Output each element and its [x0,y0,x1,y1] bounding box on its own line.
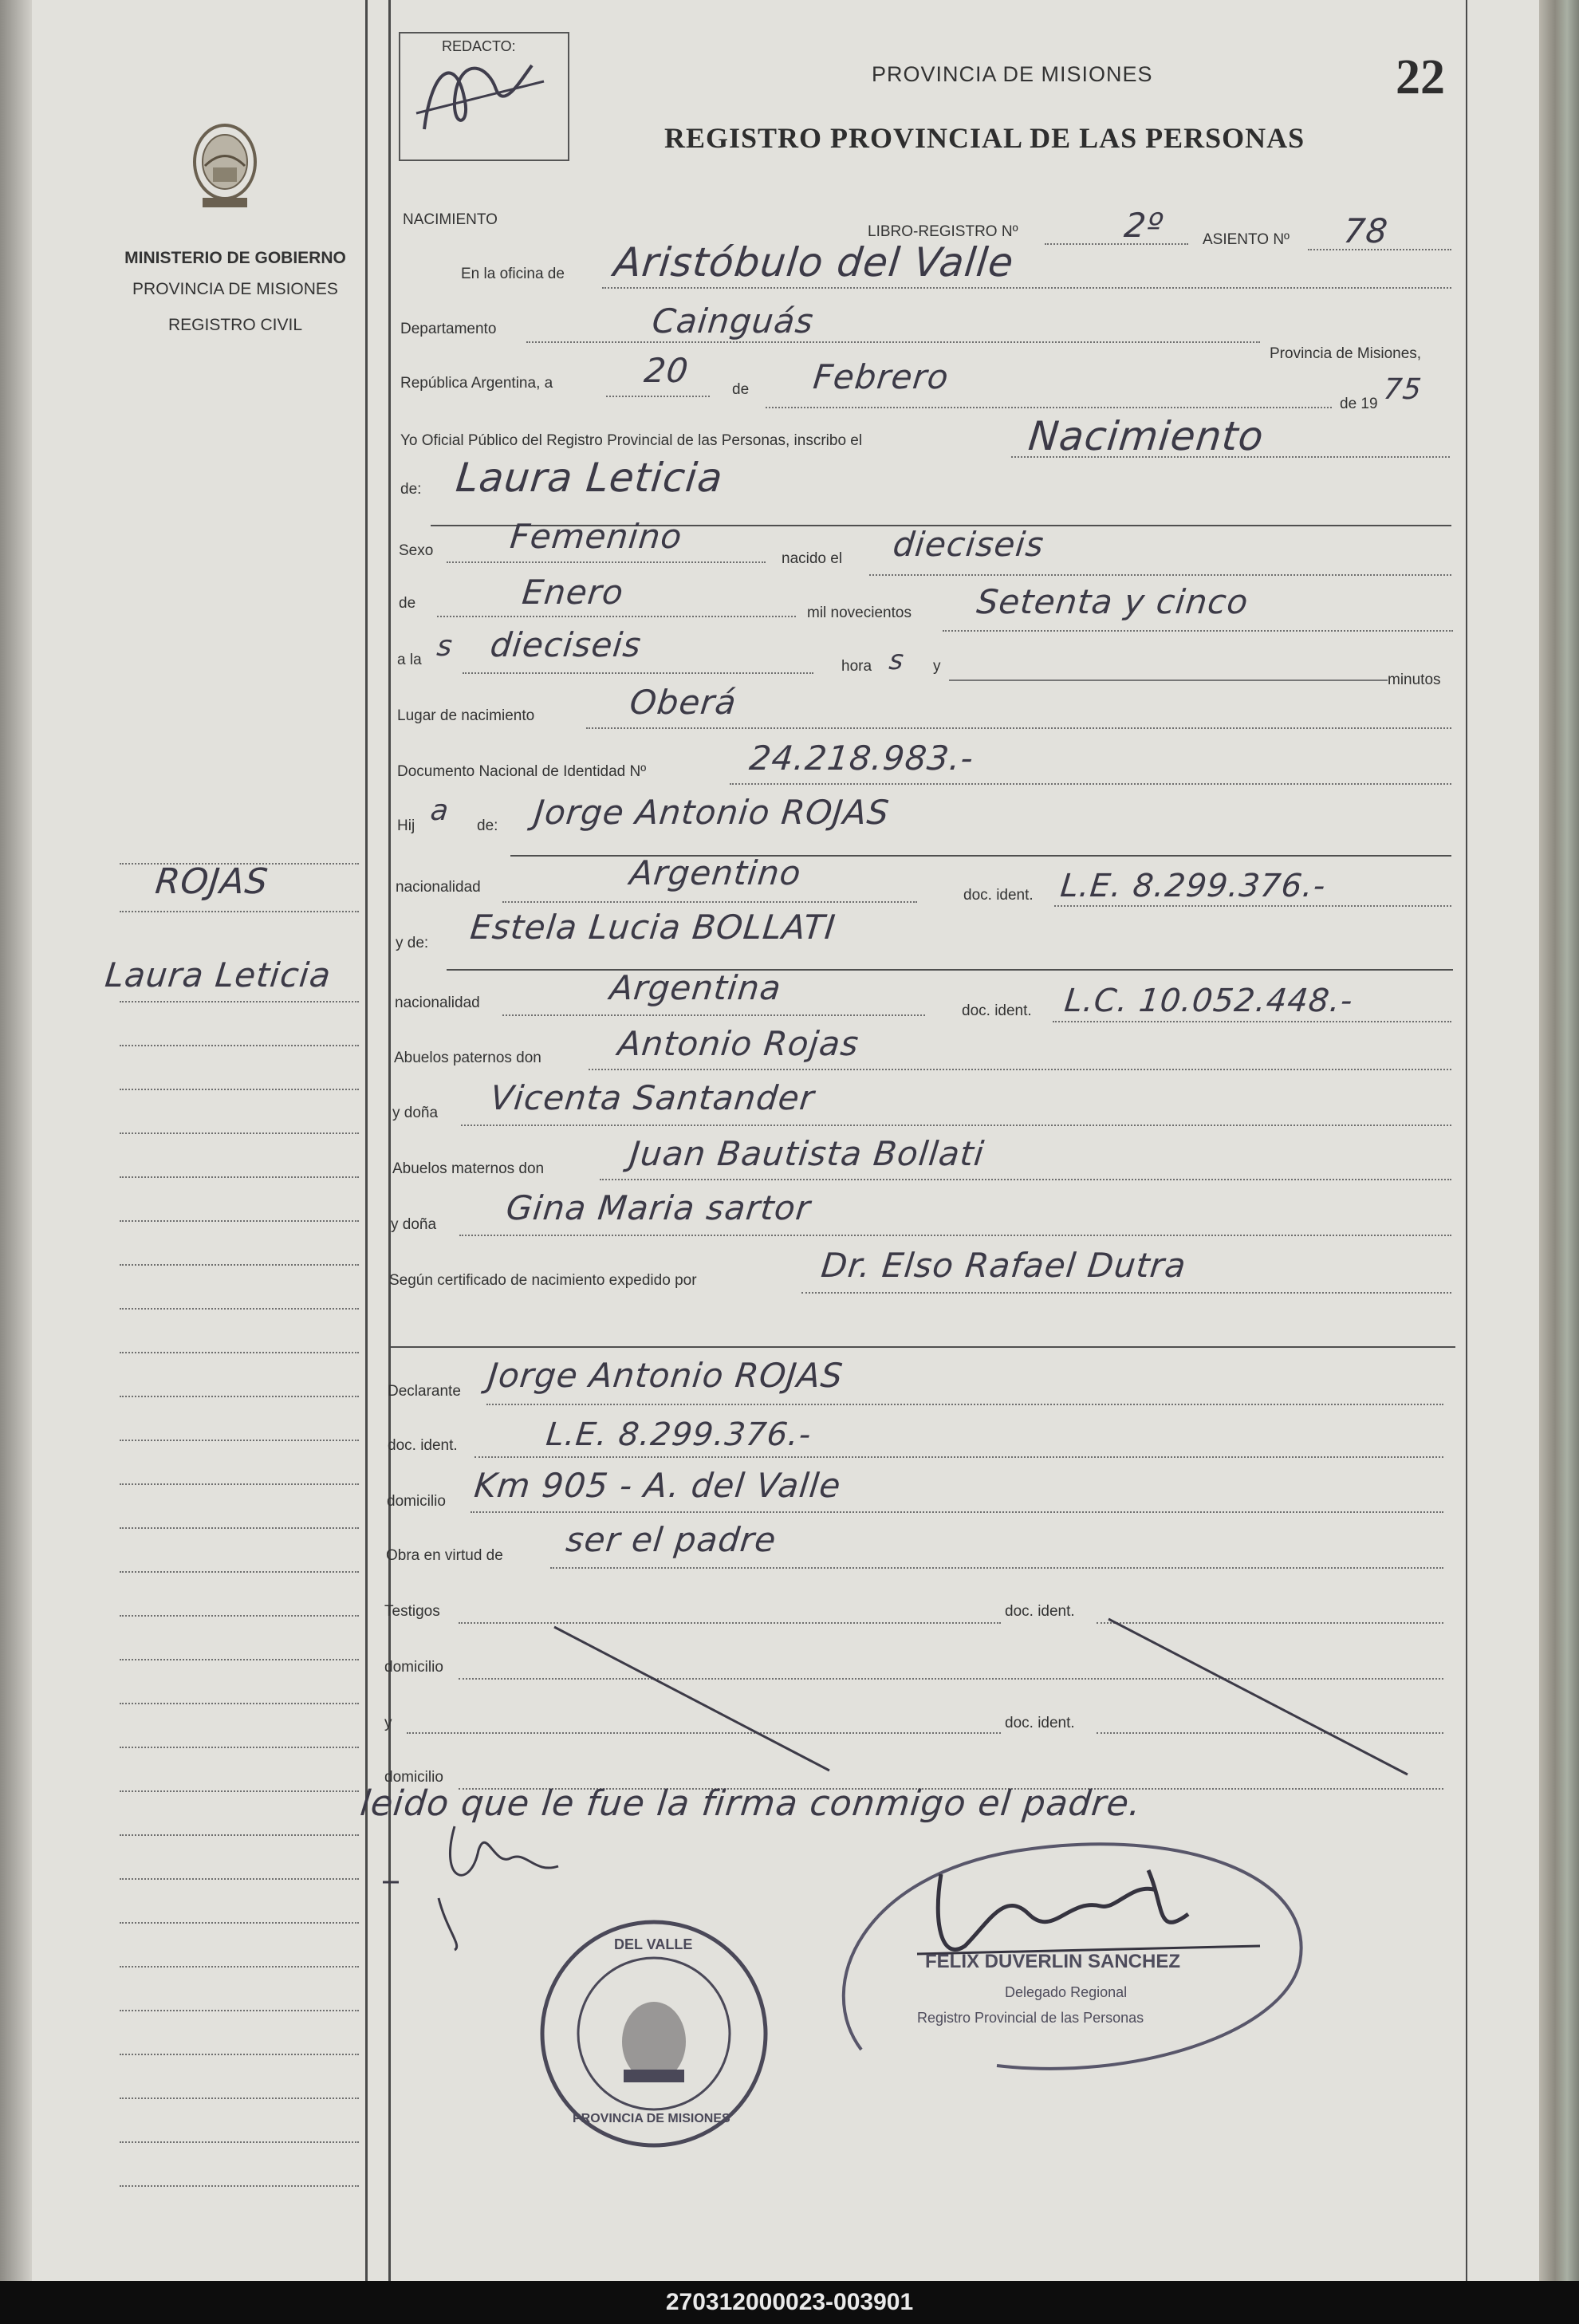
page-number: 22 [1396,50,1445,104]
certificado-dots [801,1292,1451,1294]
lugar-value: Oberá [628,683,739,722]
libro-value: 2º [1122,206,1166,245]
margin-line-26 [120,2010,359,2011]
de-label: de [732,381,750,398]
hora-dots [463,672,813,674]
form-right-border [1466,0,1467,2281]
la-suffix: s [435,630,455,663]
departamento-value: Cainguás [650,301,816,341]
oficina-label: En la oficina de [461,266,565,282]
madre-rule [447,969,1453,971]
abuelos-paternos-label: Abuelos paternos don [394,1050,541,1066]
abuela-pat-value: Vicenta Santander [488,1078,817,1117]
doc-ident-declarante-label: doc. ident. [388,1437,458,1454]
declarante-doc-dots [474,1456,1443,1458]
asiento-value: 78 [1341,211,1391,250]
y-de-label: y de: [396,935,429,951]
book-spine [0,0,32,2281]
nacido-dia-value: dieciseis [891,525,1046,564]
nacido-anio-dots [943,630,1453,632]
margin-line-8 [120,1220,359,1222]
margin-line-22 [120,1834,359,1836]
madre-nac-value: Argentina [608,968,784,1007]
margin-line-17 [120,1615,359,1617]
section-separator [391,1346,1455,1348]
abuela-mat-dots [459,1235,1451,1236]
yo-oficial-label: Yo Oficial Público del Registro Provincial de las Personas, inscribo el [400,432,863,449]
departamento-label: Departamento [400,321,497,337]
declarante-value: Jorge Antonio ROJAS [486,1356,845,1395]
coat-of-arms-icon [185,118,265,214]
padre-value: Jorge Antonio ROJAS [532,793,892,832]
padre-doc-dots [1054,905,1451,907]
hij-suffix: a [428,794,451,827]
sexo-value: Femenino [508,517,684,556]
official-office: Registro Provincial de las Personas [917,2010,1144,2026]
official-title: Delegado Regional [1005,1984,1128,2000]
abuelo-mat-value: Juan Bautista Bollati [628,1134,986,1173]
margin-line-3 [120,1001,359,1002]
y-testigo-label: y [384,1715,392,1731]
abuela-pat-dots [461,1125,1451,1126]
madre-doc-dots [1053,1021,1451,1022]
nacido-dots [869,574,1451,576]
dni-dots [730,783,1451,785]
nacido-mes-value: Enero [520,573,626,612]
declarante-doc-value: L.E. 8.299.376.- [544,1416,813,1453]
mil-label: mil novecientos [807,605,912,621]
republica-label: República Argentina, a [400,375,553,392]
province-heading: PROVINCIA DE MISIONES [872,62,1153,86]
margin-line-9 [120,1264,359,1266]
libro-label: LIBRO-REGISTRO Nº [868,223,1018,240]
hora-label: hora [841,658,872,675]
registry-title: REGISTRO PROVINCIAL DE LAS PERSONAS [664,122,1305,154]
margin-nombre: Laura Leticia [103,955,333,995]
margin-line-13 [120,1440,359,1441]
hora-suffix: s [887,644,906,676]
mes-value: Febrero [811,357,951,396]
margin-line-29 [120,2141,359,2143]
acto-value: Nacimiento [1026,413,1266,459]
margin-line-27 [120,2054,359,2055]
lugar-label: Lugar de nacimiento [397,707,535,724]
y-dona-pat-label: y doña [392,1105,439,1121]
margin-line-7 [120,1176,359,1178]
margin-line-28 [120,2098,359,2099]
abuelo-mat-dots [600,1179,1451,1180]
madre-value: Estela Lucia BOLLATI [468,908,838,947]
margin-line-24 [120,1922,359,1924]
a-la-label: a la [397,652,422,668]
padre-nac-value: Argentino [628,853,804,892]
testigos-strikethrough [383,1587,1483,1794]
de-padre-label: de: [477,817,498,834]
margin-line-23 [120,1878,359,1880]
madre-nac-dots [502,1014,925,1016]
dni-value: 24.218.983.- [747,739,976,778]
round-seal-top: DEL VALLE [614,1936,693,1952]
certificado-value: Dr. Elso Rafael Dutra [819,1246,1188,1285]
segun-label: Según certificado de nacimiento expedido por [389,1272,697,1289]
margin-line-19 [120,1703,359,1704]
dia-dots [606,396,710,397]
testigos-label: Testigos [384,1603,440,1620]
mes-dots [766,407,1332,408]
nacimiento-label: NACIMIENTO [403,211,498,228]
y-label: y [933,658,941,675]
margin-line-6 [120,1132,359,1134]
de-mes-label: de [399,595,416,612]
margin-line-10 [120,1308,359,1310]
padre-nac-dots [502,901,917,903]
provincia-label: Provincia de Misiones, [1270,345,1422,362]
nacionalidad-madre-label: nacionalidad [395,995,480,1011]
libro-dots [1045,243,1188,245]
declarante-dom-value: Km 905 - A. del Valle [472,1466,844,1505]
domicilio-testigo2-label: domicilio [384,1769,443,1786]
lugar-dots [586,727,1451,729]
obra-label: Obra en virtud de [386,1547,503,1564]
nacido-anio-value: Setenta y cinco [975,582,1250,621]
margin-line-30 [120,2185,359,2187]
nacido-mes-dots [437,616,796,617]
margin-line-20 [120,1747,359,1748]
declarante-dots [486,1404,1443,1405]
margin-line-15 [120,1527,359,1529]
dia-value: 20 [642,351,691,390]
domicilio-declarante-label: domicilio [387,1493,446,1510]
padre-doc-value: L.E. 8.299.376.- [1058,868,1328,904]
redacto-label: REDACTO: [442,38,516,54]
ministry-line2: PROVINCIA DE MISIONES [132,280,338,298]
anio-value: 75 [1381,373,1423,406]
abuela-mat-value: Gina Maria sartor [504,1188,813,1227]
book-edge [1539,0,1579,2281]
hij-label: Hij [397,817,415,834]
minutos-label: minutos [1388,672,1441,688]
margin-line-21 [120,1790,359,1792]
margin-line-16 [120,1571,359,1573]
asiento-label: ASIENTO Nº [1203,231,1290,248]
hora-value: dieciseis [488,625,644,664]
round-seal-bottom: PROVINCIA DE MISIONES [573,2112,730,2125]
minutos-rule [949,679,1388,681]
margin-line-5 [120,1089,359,1090]
official-name: FELIX DUVERLIN SANCHEZ [925,1951,1181,1972]
nombre-value: Laura Leticia [453,455,726,501]
ministry-line3: REGISTRO CIVIL [167,316,303,334]
margin-line-2 [120,911,359,912]
declarante-dom-dots [471,1511,1443,1513]
de-nombre-label: de: [400,481,422,498]
leido-value: leido que le fue la firma conmigo el padre. [358,1783,1144,1824]
ministry-header [104,239,367,349]
y-dona-mat-label: y doña [391,1216,437,1233]
margin-apellido: ROJAS [153,861,270,902]
declarante-label: Declarante [388,1383,461,1400]
de-anio-label: de 19 [1340,396,1378,412]
sexo-dots [447,561,766,563]
domicilio-testigo1-label: domicilio [384,1659,443,1676]
departamento-dots [526,341,1260,343]
doc-ident-testigo2-label: doc. ident. [1005,1715,1075,1731]
doc-ident-padre-label: doc. ident. [963,887,1034,904]
dni-label: Documento Nacional de Identidad Nº [397,763,647,780]
nacido-label: nacido el [782,550,843,567]
abuelos-maternos-label: Abuelos maternos don [392,1160,545,1177]
margin-line-12 [120,1396,359,1397]
margin-line-11 [120,1352,359,1353]
margin-line-14 [120,1483,359,1485]
sexo-label: Sexo [399,542,434,559]
ministry-line1: MINISTERIO DE GOBIERNO [124,249,346,267]
oficina-dots [602,287,1451,289]
image-id-footer: 270312000023-003901 [0,2281,1579,2324]
margin-line-4 [120,1045,359,1046]
obra-value: ser el padre [564,1520,778,1559]
obra-dots [550,1567,1443,1569]
margin-line-18 [120,1659,359,1660]
doc-ident-madre-label: doc. ident. [962,1002,1032,1019]
madre-doc-value: L.C. 10.052.448.- [1062,983,1355,1019]
doc-ident-testigo1-label: doc. ident. [1005,1603,1075,1620]
nacionalidad-padre-label: nacionalidad [396,879,481,896]
redacto-box [399,32,569,161]
abuelo-pat-dots [589,1069,1451,1070]
oficina-value: Aristóbulo del Valle [611,239,1017,286]
abuelo-pat-value: Antonio Rojas [616,1024,861,1063]
margin-line-25 [120,1966,359,1968]
